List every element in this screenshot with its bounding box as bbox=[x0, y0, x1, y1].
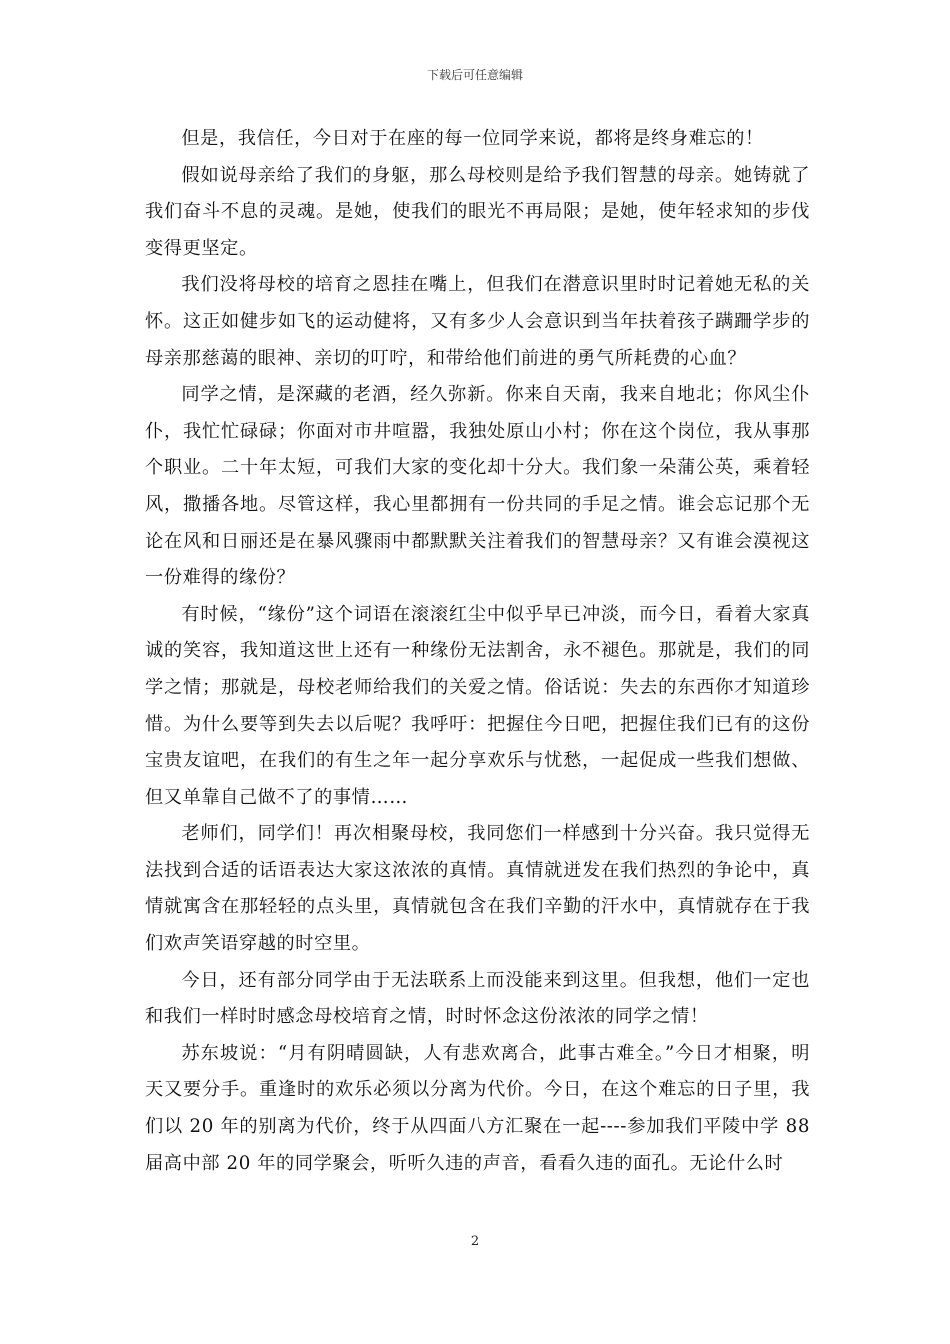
paragraph: 但是，我信任，今日对于在座的每一位同学来说，都将是终身难忘的！ bbox=[181, 128, 764, 149]
paragraph: 我们没将母校的培育之恩挂在嘴上，但我们在潜意识里时时记着她无私的关怀。这正如健步如飞的运动健将，又有多少人会意识到当年扶着孩子蹒跚学步的母亲那慈蔼的眼神、亲切的叮咛，和带给他们前进的勇气所耗费的心血？ bbox=[145, 274, 810, 369]
paragraph: 假如说母亲给了我们的身躯，那么母校则是给予我们智慧的母亲。她铸就了我们奋斗不息的灵魂。是她，使我们的眼光不再局限；是她，使年轻求知的步伐变得更坚定。 bbox=[145, 164, 810, 259]
paragraph: 同学之情，是深藏的老酒，经久弥新。你来自天南，我来自地北；你风尘仆仆，我忙忙碌碌；你面对市井喧嚣，我独处原山小村；你在这个岗位，我从事那个职业。二十年太短，可我们大家的变化却十分大。我们象一朵蒲公英，乘着轻风，撒播各地。尽管这样，我心里都拥有一份共同的手足之情。谁会忘记那个无论在风和日丽还是在暴风骤雨中都默默关注着我们的智慧母亲？又有谁会漠视这一份难得的缘份？ bbox=[145, 384, 810, 589]
paragraph: 有时候，“缘份”这个词语在滚滚红尘中似乎早已冲淡，而今日，看着大家真诚的笑容，我知道这世上还有一种缘份无法割舍，永不褪色。那就是，我们的同学之情；那就是，母校老师给我们的关爱之情。俗话说：失去的东西你才知道珍惜。为什么要等到失去以后呢？我呼吁：把握住今日吧，把握住我们已有的这份宝贵友谊吧，在我们的有生之年一起分享欢乐与忧愁，一起促成一些我们想做、但又单靠自己做不了的事情…… bbox=[145, 603, 810, 808]
document-body bbox=[145, 121, 810, 1182]
paragraph: 老师们，同学们！再次相聚母校，我同您们一样感到十分兴奋。我只觉得无法找到合适的话语表达大家这浓浓的真情。真情就迸发在我们热烈的争论中，真情就寓含在那轻轻的点头里，真情就包含在我们辛勤的汗水中，真情就存在于我们欢声笑语穿越的时空里。 bbox=[145, 823, 810, 955]
page-header: 下载后可任意编辑 bbox=[426, 68, 523, 82]
paragraph: 苏东坡说：“月有阴晴圆缺，人有悲欢离合，此事古难全。”今日才相聚，明天又要分手。重逢时的欢乐必须以分离为代价。今日，在这个难忘的日子里，我们以 20 年的别离为代价，终于从四面八方汇聚在一起----参加我们平陵中学 88 届高中部 20 年的同学聚会，听听久违的声音，看看久违的面孔。无论什么时 bbox=[145, 1042, 810, 1174]
page-number: 2 bbox=[470, 1234, 480, 1249]
paragraph: 今日，还有部分同学由于无法联系上而没能来到这里。但我想，他们一定也和我们一样时时感念母校培育之情，时时怀念这份浓浓的同学之情！ bbox=[145, 969, 810, 1028]
